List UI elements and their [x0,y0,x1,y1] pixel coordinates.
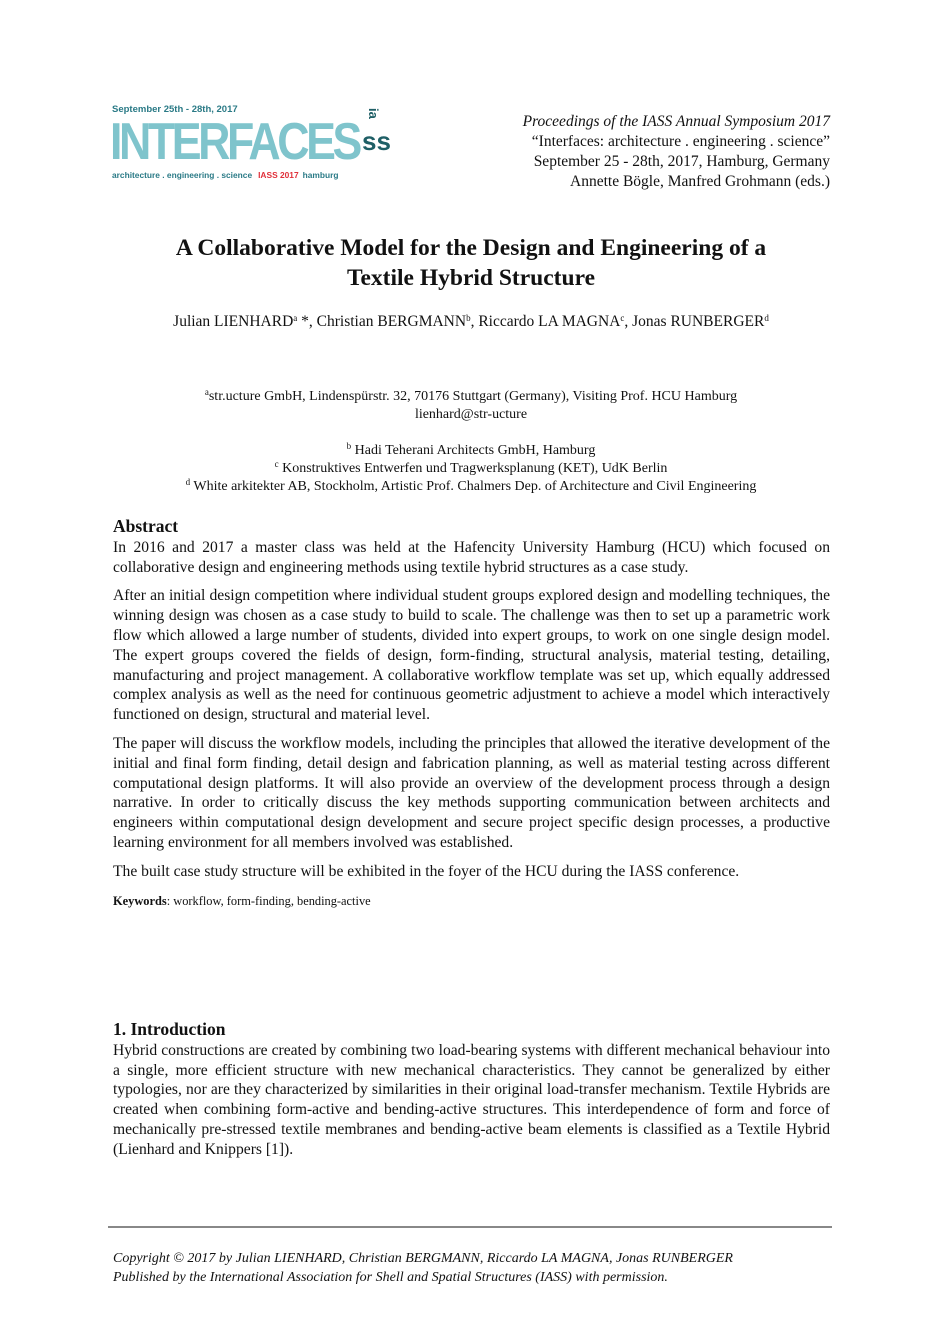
author-name: Jonas RUNBERGER [632,313,765,330]
published-line: Published by the International Association for Shell and Spatial Structures (IASS) with permission. [113,1270,668,1285]
affiliations [0,388,942,496]
abstract-paragraph: After an initial design competition where individual student groups explored design and modelling techniques, the winning design was chosen as a case study to build to scale. The challenge was then to set up a parametric work flow which allowed a large number of students, divided into expert groups, to work on one single design model. The expert groups covered the fields of design, form-finding, structural analysis, material testing, detailing, manufacturing and project management. A collaborative workflow template was set up, which equally addressed complex analysis as well as the need for continuous geometric adjustment to achieve a model which interactively functioned on design, structural and material level. [113,587,830,724]
affiliation-sup: c [274,459,279,469]
abstract-heading: Abstract [113,516,179,536]
paper-title [0,233,942,293]
logo-city: hamburg [302,170,339,180]
introduction-section [113,1020,830,1169]
author-name: Riccardo LA MAGNA [478,313,621,330]
iass-logo-icon [362,108,391,180]
keywords-label: Keywords [113,893,167,908]
title-line-2: Textile Hybrid Structure [346,265,596,291]
copyright-footer [113,1249,733,1287]
proceedings-line-3: September 25 - 28th, 2017, Hamburg, Germany [533,153,830,170]
proceedings-line-4: Annette Bögle, Manfred Grohmann (eds.) [570,173,830,190]
author-list [0,313,942,331]
affiliation-d [0,478,942,496]
affiliation-sup: b [346,441,352,451]
affiliation-c [0,460,942,478]
iass-mark-bottom: ss [362,126,391,156]
author-sep: , [624,313,633,330]
author-name: Christian BERGMANN [316,313,467,330]
author-sup: a [293,313,298,323]
logo-tagline [112,170,338,180]
logo-iass-year: IASS 2017 [258,170,299,180]
author-sup: b [466,313,471,323]
proceedings-header [523,112,830,192]
affiliation-text: str.ucture GmbH, Lindenspürstr. 32, 70176 Stuttgart (Germany), Visiting Prof. HCU Hamburg [208,389,738,404]
proceedings-line-2: “Interfaces: architecture . engineering . science” [531,133,830,150]
logo-date: September 25th - 28th, 2017 [112,104,238,115]
interfaces-logo [112,104,402,184]
proceedings-line-1: Proceedings of the IASS Annual Symposium 2017 [522,113,830,130]
title-line-1: A Collaborative Model for the Design and Engineering of a [175,235,767,261]
author-name: Julian LIENHARD [173,313,294,330]
iass-mark-top: ia [366,108,381,119]
affiliation-a [0,388,942,406]
affiliation-text: White arkitekter AB, Stockholm, Artistic Prof. Chalmers Dep. of Architecture and Civil Engineering [190,479,757,494]
affiliation-sup: d [185,477,191,487]
introduction-heading: 1. Introduction [113,1019,226,1039]
author-sup: d [764,313,769,323]
affiliation-b [0,442,942,460]
abstract-paragraph: The paper will discuss the workflow models, including the principles that allowed the iterative development of the initial and final form finding, detail design and fabrication planning, as well as material testing across different computational design platforms. It will also provide an overview of the development process through a design narrative. In order to critically discuss the key methods supporting communication between architects and engineers within computational design development and secure project specific design processes, a productive learning environment for all members involved was established. [113,734,830,851]
introduction-paragraph: Hybrid constructions are created by combining two load-bearing systems with different mechanical behaviour into a single, more efficient structure with new mechanical characteristics. They cannot be generalized by either typologies, nor are they characterized by similarities in their original load-transfer mechanism. Textile Hybrids are created when combining form-active and bending-active structures. This interdependence of form and force of mechanically pre-stressed textile membranes and bending-active beam elements is classified as a Textile Hybrid (Lienhard and Knippers [1]). [113,1041,830,1158]
abstract-section [113,517,830,911]
affiliation-sup: a [204,387,209,397]
affiliation-text: Hadi Teherani Architects GmbH, Hamburg [351,443,596,458]
keywords [113,892,830,912]
author-sep: , [470,313,479,330]
footer-divider [108,1226,832,1228]
copyright-line: Copyright © 2017 by Julian LIENHARD, Christian BERGMANN, Riccardo LA MAGNA, Jonas RUNBERGER [113,1251,733,1266]
logo-tagline-text: architecture . engineering . science [112,170,253,180]
author-email: lienhard@str-ucture [414,407,528,422]
logo-wordmark: INTERFACES [110,113,359,171]
abstract-paragraph: The built case study structure will be exhibited in the foyer of the HCU during the IASS conference. [113,862,740,880]
keywords-text: : workflow, form-finding, bending-active [166,893,371,908]
abstract-paragraph: In 2016 and 2017 a master class was held at the Hafencity University Hamburg (HCU) which focused on collaborative design and engineering methods using textile hybrid structures as a case study. [113,538,830,576]
author-sep: *, [297,313,317,330]
affiliation-text: Konstruktives Entwerfen und Tragwerksplanung (KET), UdK Berlin [278,461,668,476]
author-sup: c [620,313,625,323]
